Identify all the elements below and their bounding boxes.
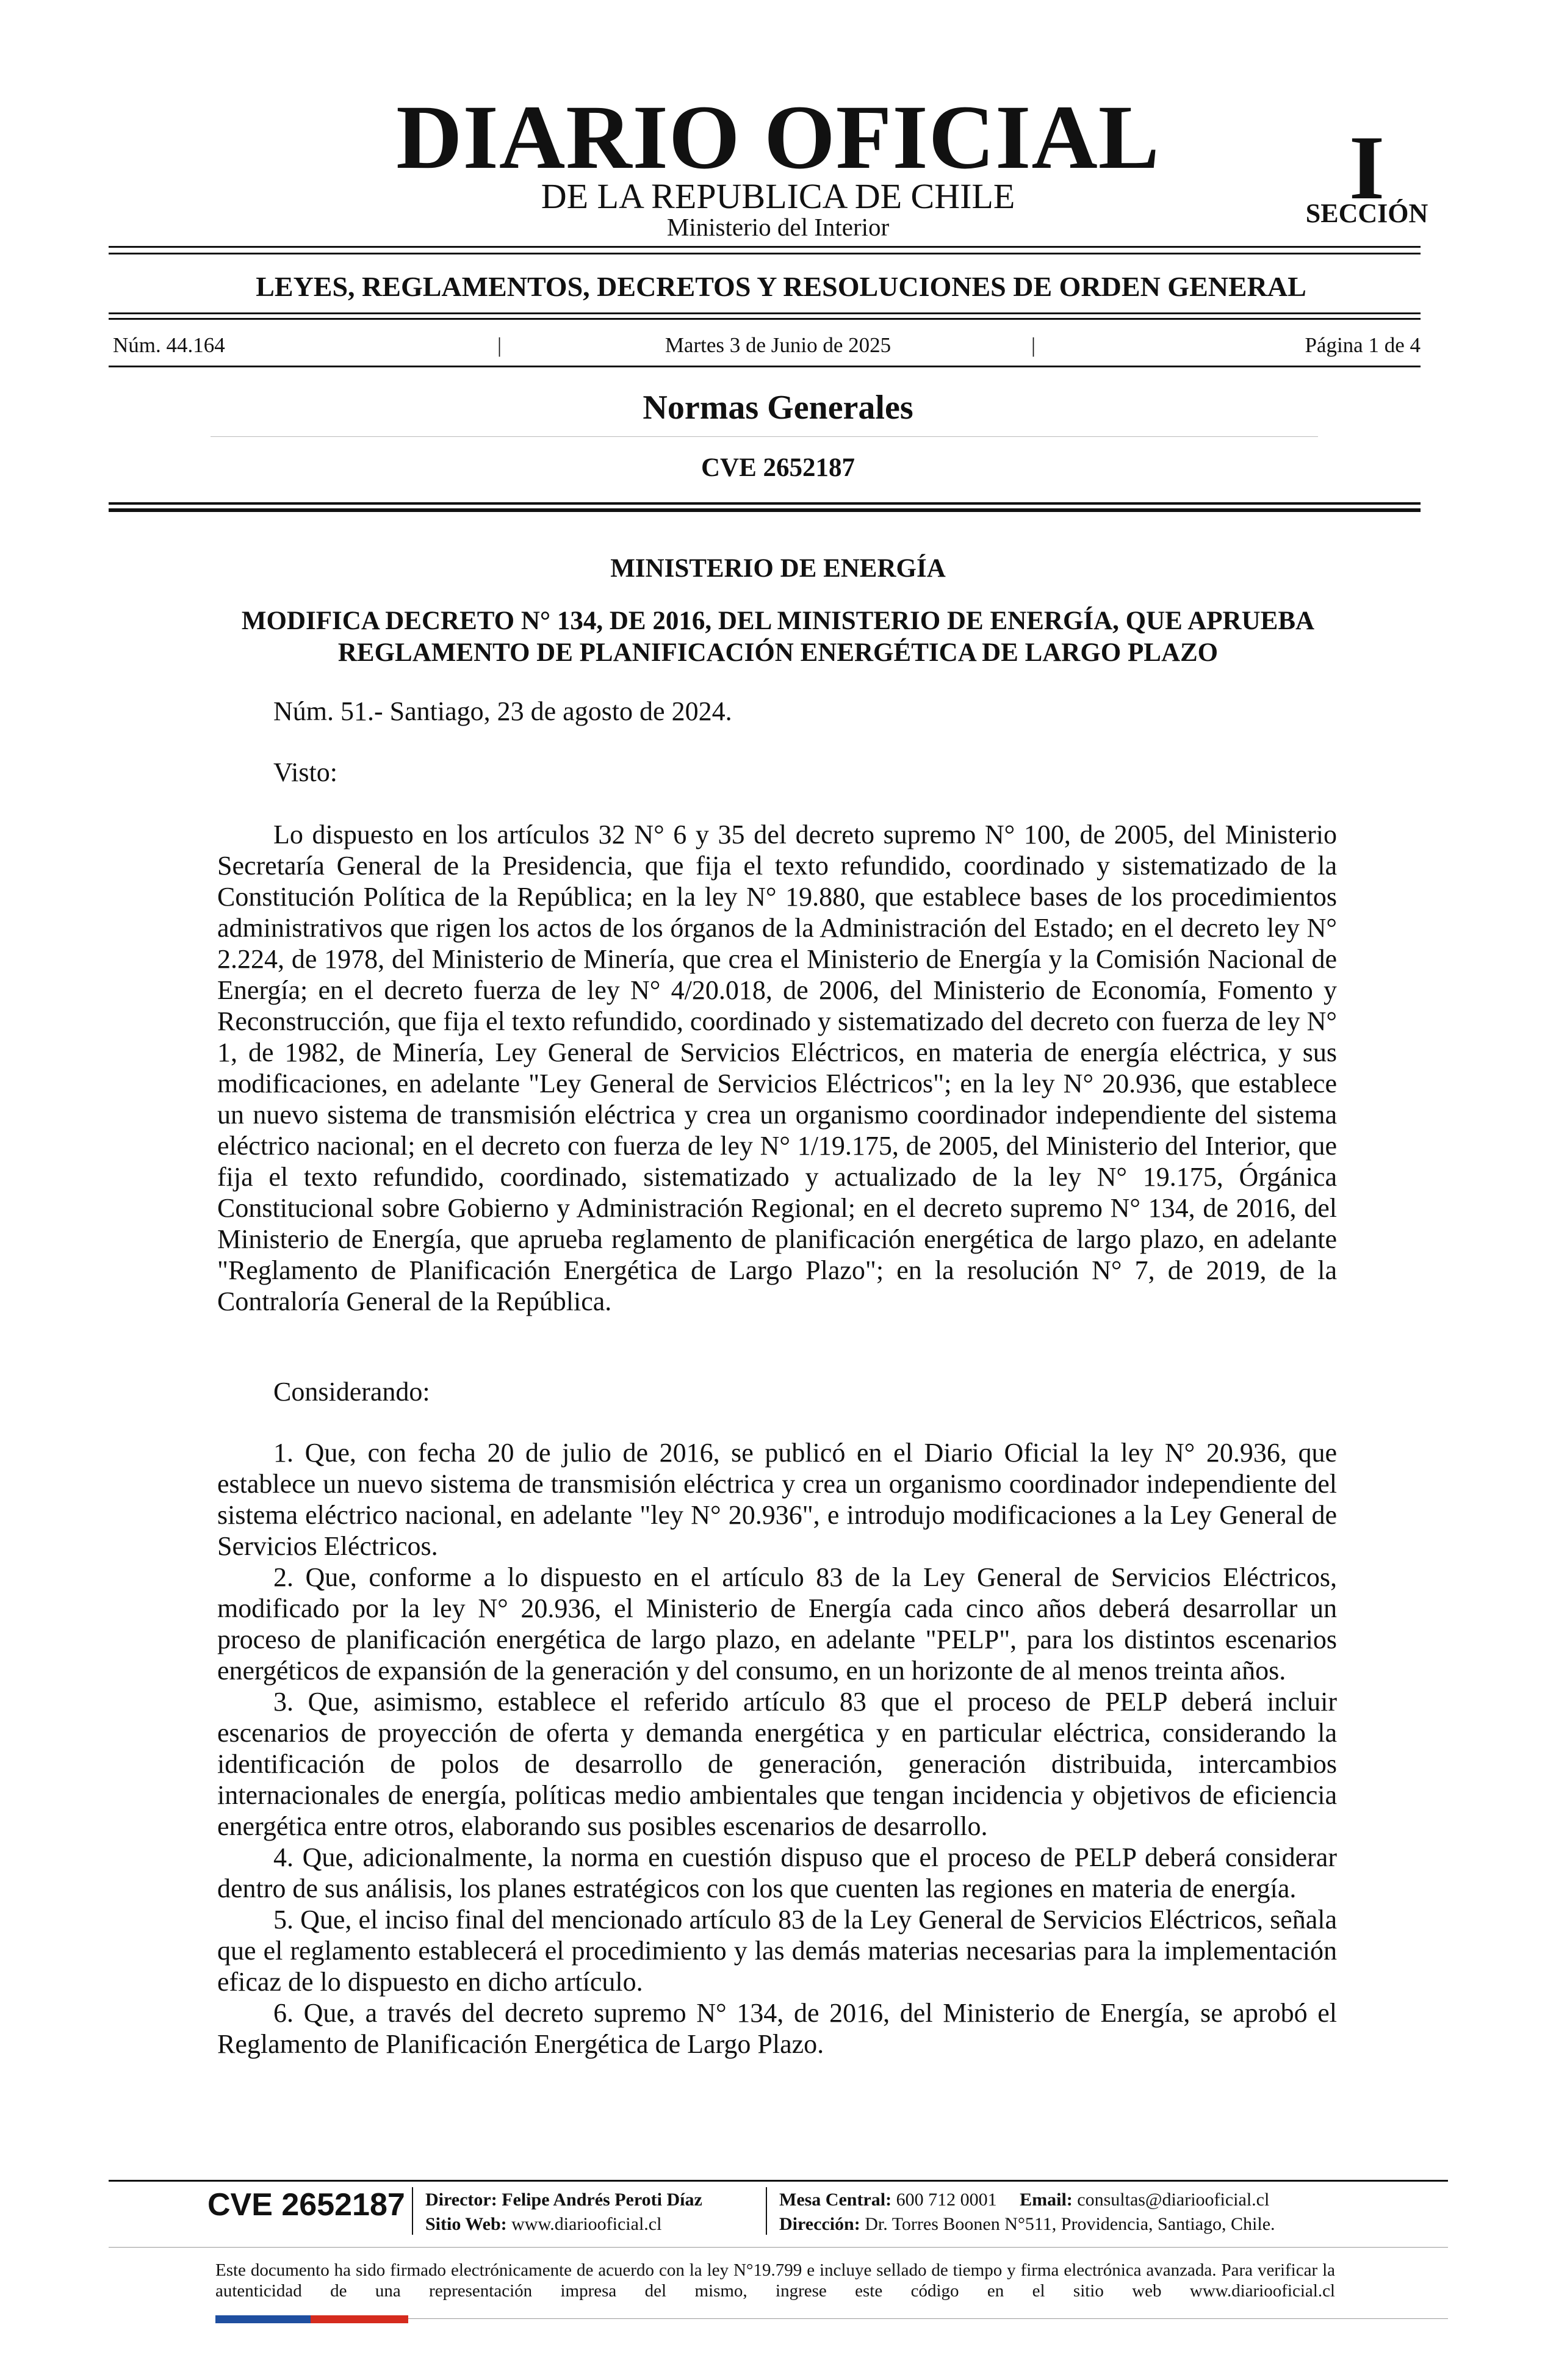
considerando-label: Considerando: xyxy=(273,1377,430,1407)
flag-stripe-red xyxy=(311,2315,408,2323)
issue-date: Martes 3 de Junio de 2025 xyxy=(665,333,891,357)
header-rule xyxy=(109,246,1421,248)
considerando-item: 2. Que, conforme a lo dispuesto en el artículo 83 de la Ley General de Servicios Eléctricos, modificado por la ley N° 20.936, el Ministerio de Energía cada cinco años deberá desarrollar un proceso de planificación energética de largo plazo, en adelante "PELP", para los distintos escenarios energéticos de expansión de la generación y del consumo, en un horizonte de al menos treinta años. xyxy=(217,1562,1337,1686)
flag-stripe-blue xyxy=(215,2315,311,2323)
footer-cve-code: CVE 2652187 xyxy=(207,2187,405,2223)
newspaper-title: DIARIO OFICIAL xyxy=(396,87,1160,188)
section-label: SECCIÓN xyxy=(1305,198,1428,228)
footer-address xyxy=(779,2215,1275,2234)
footer-website xyxy=(425,2215,661,2234)
considerando-item: 6. Que, a través del decreto supremo N° 134, de 2016, del Ministerio de Energía, se aprobó el Reglamento de Planificación Energética de Largo Plazo. xyxy=(217,1998,1337,2059)
decree-number-line: Núm. 51.- Santiago, 23 de agosto de 2024. xyxy=(273,696,732,726)
issue-number: Núm. 44.164 xyxy=(113,333,225,357)
section-heading: LEYES, REGLAMENTOS, DECRETOS Y RESOLUCIONES DE ORDEN GENERAL xyxy=(256,271,1306,302)
decree-title: MODIFICA DECRETO N° 134, DE 2016, DEL MINISTERIO DE ENERGÍA, QUE APRUEBA REGLAMENTO DE PLANIFICACIÓN ENERGÉTICA DE LARGO PLAZO xyxy=(241,607,1315,667)
issue-bar-bottom-rule xyxy=(109,366,1421,367)
norm-category-heading: Normas Generales xyxy=(643,389,913,427)
footer-divider xyxy=(412,2187,413,2235)
footer-contact xyxy=(779,2191,1269,2209)
issuing-ministry: MINISTERIO DE ENERGÍA xyxy=(610,554,946,583)
mesa-phone: 600 712 0001 xyxy=(896,2190,997,2210)
email-label: Email: xyxy=(1020,2190,1073,2210)
issue-bar-top-rule xyxy=(109,312,1421,314)
website-link[interactable]: www.diariooficial.cl xyxy=(511,2214,662,2234)
visto-label: Visto: xyxy=(273,757,337,787)
footer-thin-rule xyxy=(109,2247,1448,2248)
category-divider xyxy=(211,436,1318,437)
electronic-signature-disclaimer: Este documento ha sido firmado electrónicamente de acuerdo con la ley N°19.799 e incluye sellado de tiempo y firma electrónica avanzada. Para verificar la autenticidad de una representación impresa del mismo, ingrese este código en el sitio web www.diariooficial.cl xyxy=(215,2260,1335,2301)
mesa-label: Mesa Central: xyxy=(779,2190,892,2210)
email-link[interactable]: consultas@diariooficial.cl xyxy=(1077,2190,1270,2210)
considerando-item: 4. Que, adicionalmente, la norma en cuestión dispuso que el proceso de PELP deberá considerar dentro de sus análisis, los planes estratégicos con los que cuenten las regiones en materia de energía. xyxy=(217,1842,1337,1903)
considerandos-list xyxy=(217,1437,1337,2060)
considerando-item: 5. Que, el inciso final del mencionado artículo 83 de la Ley General de Servicios Eléctricos, señala que el reglamento establecerá el procedimiento y las demás materias necesarias para la implementación eficaz de lo dispuesto en dicho artículo. xyxy=(217,1905,1337,1997)
footer-rule xyxy=(109,2180,1448,2182)
footer-divider xyxy=(766,2187,767,2235)
doc-separator-rule xyxy=(109,508,1421,512)
header-rule xyxy=(109,253,1421,254)
publisher-ministry: Ministerio del Interior xyxy=(666,213,890,241)
considerando-item: 1. Que, con fecha 20 de julio de 2016, se publicó en el Diario Oficial la ley N° 20.936, que establece un nuevo sistema de transmisión eléctrica y crea un organismo coordinador independiente del sistema eléctrico nacional, en adelante "ley N° 20.936", e introdujo modificaciones a la Ley General de Servicios Eléctricos. xyxy=(217,1438,1337,1561)
issue-separator: | xyxy=(1031,333,1036,357)
address-value: Dr. Torres Boonen N°511, Providencia, Santiago, Chile. xyxy=(865,2214,1275,2234)
cve-code: CVE 2652187 xyxy=(701,453,855,482)
visto-paragraph: Lo dispuesto en los artículos 32 N° 6 y 35 del decreto supremo N° 100, de 2005, del Ministerio Secretaría General de la Presidencia, que fija el texto refundido, coordinado y sistematizado de la Constitución Política de la República; en la ley N° 19.880, que establece bases de los procedimientos administrativos que rigen los actos de los órganos de la Administración del Estado; en el decreto ley N° 2.224, de 1978, del Ministerio de Minería, que crea el Ministerio de Energía y la Comisión Nacional de Energía; en el decreto fuerza de ley N° 4/20.018, de 2006, del Ministerio de Economía, Fomento y Reconstrucción, que fija el texto refundido, coordinado y sistematizado del decreto con fuerza de ley N° 1, de 1982, de Minería, Ley General de Servicios Eléctricos, en materia de energía eléctrica, y sus modificaciones, en adelante "Ley General de Servicios Eléctricos"; en la ley N° 20.936, que establece un nuevo sistema de transmisión eléctrica y crea un organismo coordinador independiente del sistema eléctrico nacional; en el decreto con fuerza de ley N° 1/19.175, de 2005, del Ministerio del Interior, que fija el texto refundido, coordinado, sistematizado y actualizado de la ley N° 19.175, Órgánica Constitucional sobre Gobierno y Administración Regional; en el decreto supremo N° 134, de 2016, del Ministerio de Energía, que aprueba reglamento de planificación energética de largo plazo, en adelante "Reglamento de Planificación Energética de Largo Plazo"; en la resolución N° 7, de 2019, de la Contraloría General de la República. xyxy=(217,820,1337,1316)
section-number: I xyxy=(1349,117,1385,218)
footer-director xyxy=(425,2191,702,2209)
issue-bar-top-rule xyxy=(109,318,1421,320)
issue-separator: | xyxy=(497,333,502,357)
director-label: Director: xyxy=(425,2190,497,2210)
doc-separator-rule xyxy=(109,502,1421,505)
page-indicator: Página 1 de 4 xyxy=(1305,333,1421,357)
footer-bottom-rule xyxy=(408,2318,1448,2319)
website-label: Sitio Web: xyxy=(425,2214,507,2234)
director-name: Felipe Andrés Peroti Díaz xyxy=(502,2190,702,2210)
newspaper-subtitle: DE LA REPUBLICA DE CHILE xyxy=(541,176,1015,216)
address-label: Dirección: xyxy=(779,2214,860,2234)
considerando-item: 3. Que, asimismo, establece el referido artículo 83 que el proceso de PELP deberá incluir escenarios de proyección de oferta y demanda energética y en particular eléctrica, considerando la identificación de polos de desarrollo de generación, generación distribuida, intercambios internacionales de energía, políticas medio ambientales que tengan incidencia y objetivos de eficiencia energética entre otros, elaborando sus posibles escenarios de desarrollo. xyxy=(217,1687,1337,1841)
